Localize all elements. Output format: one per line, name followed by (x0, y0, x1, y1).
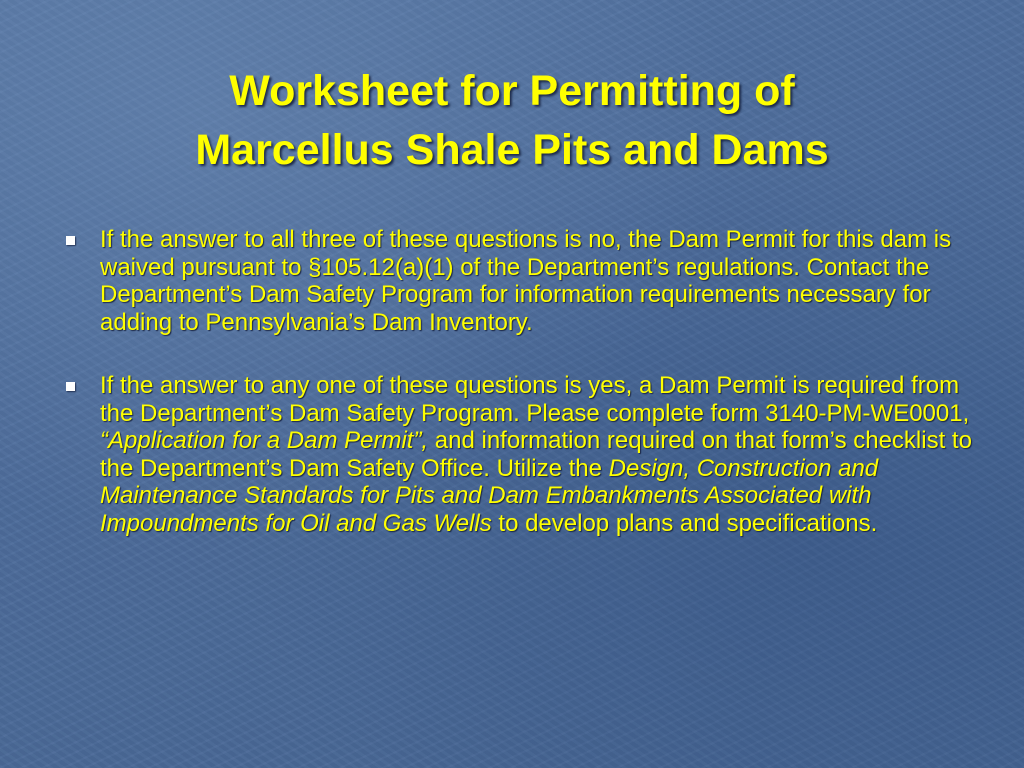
slide-title-line-1: Worksheet for Permitting of (229, 67, 795, 115)
slide-title (40, 62, 984, 180)
square-bullet-icon (66, 382, 75, 391)
slide-title-line-2: Marcellus Shale Pits and Dams (195, 126, 829, 174)
bullet-text-part-1: If the answer to any one of these questions is yes, a Dam Permit is required from the Department’s Dam Safety Program. Please complete form 3140-PM-WE0001, (100, 372, 970, 427)
bullet-text-part-3: to develop plans and specifications. (491, 509, 878, 537)
bullet-list (58, 226, 978, 537)
bullet-item-required (58, 372, 978, 537)
square-bullet-icon (66, 236, 75, 245)
bullet-item-waived (58, 226, 978, 336)
bullet-italic-form-title: “Application for a Dam Permit”, (100, 427, 429, 454)
bullet-italic-standards-title: Design, Construction and Maintenance Standards for Pits and Dam Embankments Associated with Impoundments for Oil and Gas Wells (100, 454, 879, 537)
bullet-text-part-2: and information required on that form’s checklist to the Department’s Dam Safety Office. Utilize the (100, 427, 972, 482)
bullet-text: If the answer to all three of these questions is no, the Dam Permit for this dam is waived pursuant to §105.12(a)(1) of the Department’s regulations. Contact the Department’s Dam Safety Program for information requirements necessary for adding to Pennsylvania’s Dam Inventory. (100, 226, 952, 336)
